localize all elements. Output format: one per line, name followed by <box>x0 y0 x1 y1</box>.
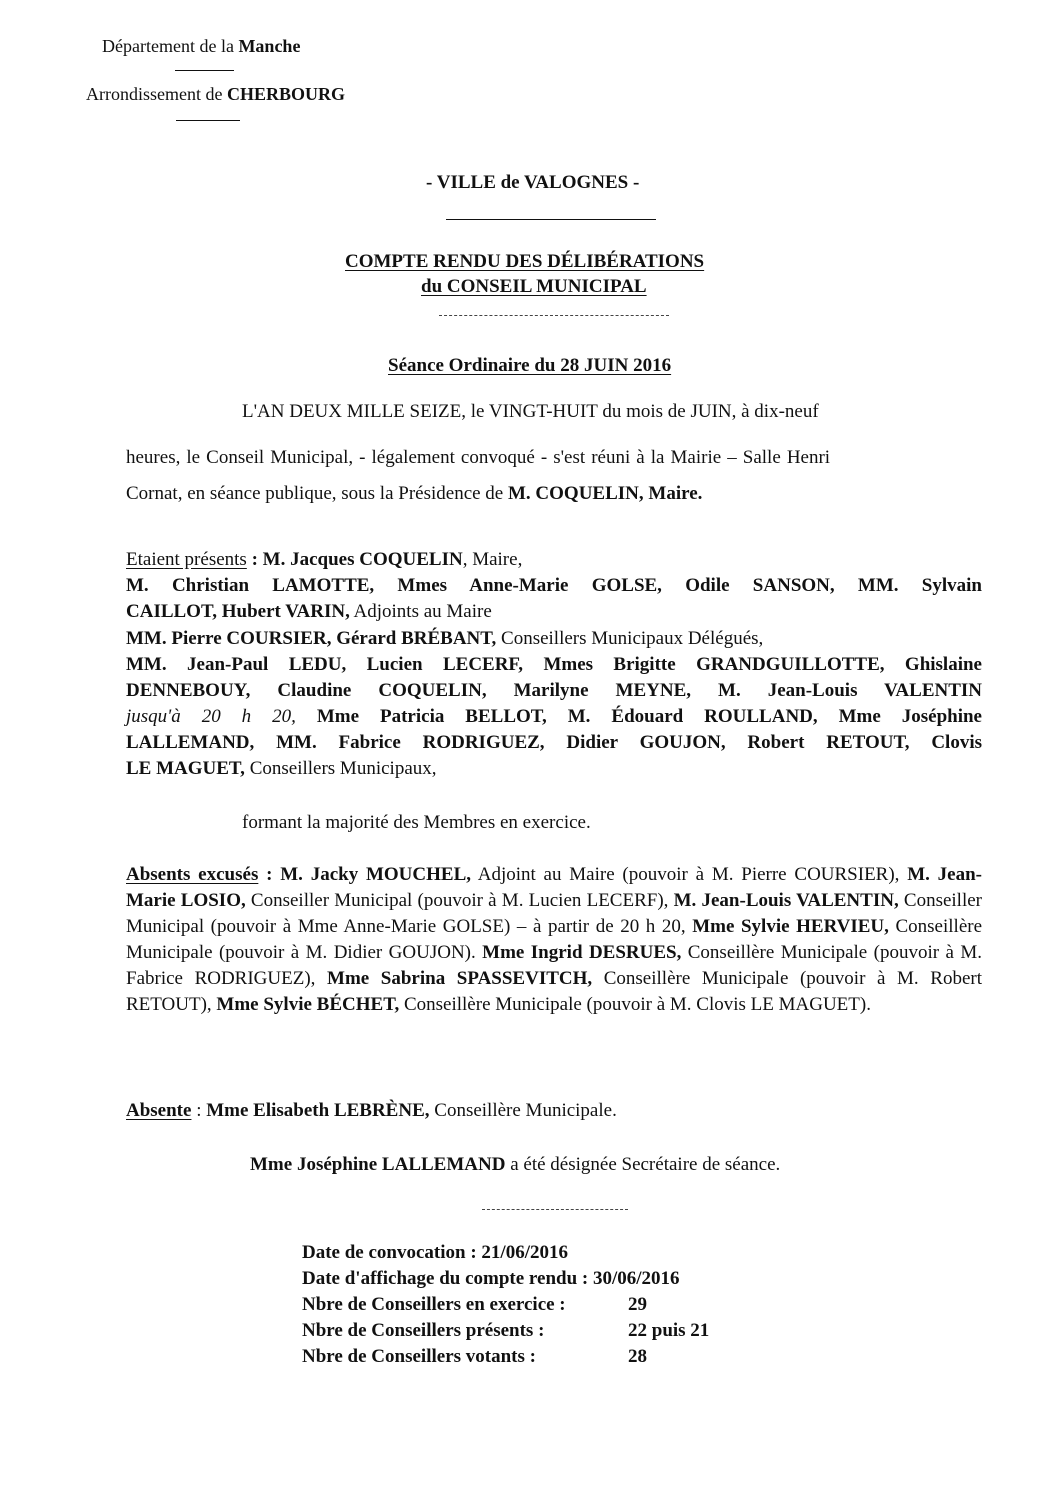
ville-underline <box>446 219 656 220</box>
exercice-value: 29 <box>628 1294 647 1315</box>
conseil-title: du CONSEIL MUNICIPAL <box>421 276 647 297</box>
adjoints-role: Adjoints au Maire <box>349 601 492 622</box>
header-divider-2 <box>176 120 240 121</box>
exercice-label: Nbre de Conseillers en exercice : <box>302 1294 566 1315</box>
intro-line-3 <box>126 483 702 505</box>
absente-role: Conseillère Municipale. <box>429 1100 617 1121</box>
compte-rendu-title: COMPTE RENDU DES DÉLIBÉRATIONS <box>345 251 705 272</box>
arrondissement-line <box>86 84 345 105</box>
secretaire-line <box>250 1154 780 1176</box>
presents-line-5 <box>126 654 982 676</box>
intro-text-3: Cornat, en séance publique, sous la Présidence de <box>126 483 508 504</box>
convocation-date: Date de convocation : 21/06/2016 <box>302 1242 568 1263</box>
conseillers-list-a: MM. Jean-Paul LEDU, Lucien LECERF, Mmes Brigitte GRANDGUILLOTTE, Ghislaine <box>126 654 982 675</box>
excuse-4-text: Conseillère Municipale (pouvoir à M. Didier GOUJON). <box>126 916 983 963</box>
absents-excuses-label: Absents excusés <box>126 864 259 885</box>
excuse-2-text: Conseiller Municipal (pouvoir à M. Lucien LECERF), <box>245 890 674 911</box>
adjoints-list-a: M. Christian LAMOTTE, Mmes Anne-Marie GOLSE, Odile SANSON, MM. Sylvain <box>126 575 982 596</box>
mayor-name: M. Jacques COQUELIN <box>262 549 463 570</box>
excuse-1-name: M. Jacky MOUCHEL, <box>280 864 471 885</box>
conseillers-list-e: LE MAGUET, <box>126 758 245 779</box>
votants-value: 28 <box>628 1346 647 1367</box>
excuse-2-name: M. Jean-Marie LOSIO, <box>126 864 983 911</box>
excuse-5-text: Conseillère Municipale (pouvoir à M. Fabrice RODRIGUEZ), <box>126 942 983 989</box>
absents-excuses-separator: : <box>258 864 281 885</box>
departement-line <box>102 36 300 57</box>
presents-line-6 <box>126 680 982 702</box>
intro-text-2: heures, le Conseil Municipal, - légalement convoqué - s'est réuni à la Mairie – Salle Henri <box>126 447 831 468</box>
excuse-4-name: Mme Sylvie HERVIEU, <box>692 916 889 937</box>
excuse-3-text: Conseiller Municipal (pouvoir à Mme Anne-Marie GOLSE) – à partir de 20 h 20, <box>126 890 983 937</box>
conseillers-list-c: Mme Patricia BELLOT, M. Édouard ROULLAND, Mme Joséphine <box>295 706 982 727</box>
intro-line-1 <box>242 401 982 423</box>
conseillers-role: Conseillers Municipaux, <box>244 758 437 779</box>
excuse-1-text: Adjoint au Maire (pouvoir à M. Pierre COURSIER), <box>471 864 908 885</box>
affichage-date: Date d'affichage du compte rendu : 30/06/2016 <box>302 1268 680 1289</box>
presents-line-8 <box>126 732 982 754</box>
excuse-3-name: M. Jean-Louis VALENTIN, <box>673 890 899 911</box>
adjoints-list-b: CAILLOT, Hubert VARIN, <box>126 601 350 622</box>
arrondissement-prefix: Arrondissement de <box>86 84 227 104</box>
seance-title: Séance Ordinaire du 28 JUIN 2016 <box>388 355 672 376</box>
presents-count-label: Nbre de Conseillers présents : <box>302 1320 545 1341</box>
absente-label: Absente <box>126 1100 192 1121</box>
presents-count-value: 22 puis 21 <box>628 1320 710 1341</box>
absents-excuses-paragraph <box>126 862 982 1018</box>
delegues-role: Conseillers Municipaux Délégués, <box>496 628 764 649</box>
excuse-7-text: Conseillère Municipale (pouvoir à M. Clovis LE MAGUET). <box>399 994 871 1015</box>
secretaire-name: Mme Joséphine LALLEMAND <box>250 1154 506 1175</box>
president-name: M. COQUELIN, Maire. <box>508 483 703 504</box>
intro-text-1: L'AN DEUX MILLE SEIZE, le VINGT-HUIT du mois de JUIN, à dix-neuf <box>242 401 819 422</box>
presents-separator: : <box>246 549 263 570</box>
header-divider-1 <box>175 70 234 71</box>
mayor-role: , Maire, <box>462 549 523 570</box>
title-dashed-rule <box>439 315 669 316</box>
presents-line-4 <box>126 628 763 650</box>
valentin-note: jusqu'à 20 h 20, <box>126 706 296 727</box>
absente-name: Mme Elisabeth LEBRÈNE, <box>206 1100 430 1121</box>
presents-label: Etaient présents <box>126 549 247 570</box>
excuse-6-name: Mme Sabrina SPASSEVITCH, <box>327 968 593 989</box>
presents-line-3 <box>126 601 492 623</box>
intro-line-2 <box>126 447 830 469</box>
secretaire-dashed-rule <box>482 1209 628 1210</box>
secretaire-text: a été désignée Secrétaire de séance. <box>505 1154 781 1175</box>
delegues-list: MM. Pierre COURSIER, Gérard BRÉBANT, <box>126 628 497 649</box>
presents-line-7 <box>126 706 982 728</box>
arrondissement-name: CHERBOURG <box>226 84 345 104</box>
presents-line-9 <box>126 758 437 780</box>
ville-title: - VILLE de VALOGNES - <box>426 172 640 193</box>
votants-label: Nbre de Conseillers votants : <box>302 1346 536 1367</box>
departement-name: Manche <box>238 36 301 56</box>
absente-line <box>126 1100 617 1122</box>
presents-line-1 <box>126 549 522 571</box>
excuse-5-name: Mme Ingrid DESRUES, <box>482 942 682 963</box>
conseillers-list-d: LALLEMAND, MM. Fabrice RODRIGUEZ, Didier GOUJON, Robert RETOUT, Clovis <box>126 732 982 753</box>
presents-line-2 <box>126 575 982 597</box>
absente-separator: : <box>191 1100 207 1121</box>
departement-prefix: Département de la <box>102 36 239 56</box>
excuse-7-name: Mme Sylvie BÉCHET, <box>216 994 400 1015</box>
excuse-6-text: Conseillère Municipale (pouvoir à M. Robert RETOUT), <box>126 968 982 1015</box>
conseillers-list-b: DENNEBOUY, Claudine COQUELIN, Marilyne MEYNE, M. Jean-Louis VALENTIN <box>126 680 982 701</box>
majorite-line: formant la majorité des Membres en exercice. <box>242 812 591 833</box>
